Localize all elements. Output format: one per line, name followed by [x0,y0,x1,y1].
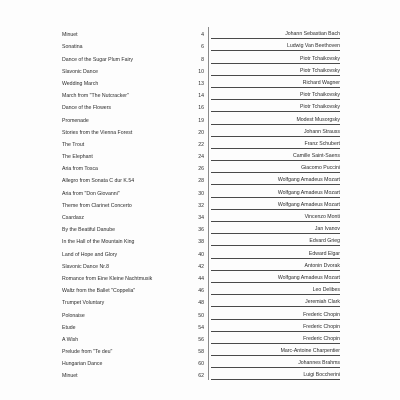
column-divider [208,125,209,137]
piece-title: Aria from Tosca [62,166,98,173]
list-item [62,332,340,344]
piece-title: Etude [62,324,76,331]
page-number: 48 [198,300,204,307]
composer-name: Wolfgang Amadeus Mozart [211,275,340,283]
piece-title: Polonaise [62,312,85,319]
list-item [62,283,340,295]
page-number: 8 [201,56,204,63]
page-number: 4 [201,32,204,39]
list-item [62,210,340,222]
column-divider [208,368,209,380]
column-divider [208,210,209,222]
composer-name: Richard Wagner [211,80,340,88]
piece-title: Prelude from "Te deu" [62,349,113,356]
piece-title: The Trout [62,141,85,148]
list-item [62,259,340,271]
list-item [62,39,340,51]
list-item [62,88,340,100]
page-number: 38 [198,239,204,246]
piece-title: Promenade [62,117,89,124]
composer-name: Piotr Tchaikovsky [211,104,340,112]
piece-title: Sonatina [62,44,83,51]
list-item [62,76,340,88]
composer-name: Edward Elgar [211,251,340,259]
piece-title: Waltz from the Ballet "Coppelia" [62,288,136,295]
piece-title: Hungarian Dance [62,361,103,368]
column-divider [208,271,209,283]
column-divider [208,149,209,161]
page-number: 22 [198,141,204,148]
composer-name: Franz Schubert [211,141,340,149]
column-divider [208,161,209,173]
page-number: 32 [198,202,204,209]
list-item [62,125,340,137]
column-divider [208,39,209,51]
piece-title: Aria from "Don Giovanni" [62,190,120,197]
composer-name: Piotr Tchaikovsky [211,92,340,100]
composer-name: Johann Sebastian Bach [211,31,340,39]
composer-name: Johannes Brahms [211,360,340,368]
page-number: 28 [198,178,204,185]
column-divider [208,76,209,88]
composer-name: Marc-Antoine Charpentier [211,348,340,356]
column-divider [208,27,209,39]
composer-name: Leo Delibes [211,287,340,295]
composer-name: Edvard Grieg [211,238,340,246]
list-item [62,307,340,319]
list-item [62,185,340,197]
piece-title: Dance of the Flowers [62,105,112,112]
composer-name: Luigi Boccherini [211,372,340,380]
column-divider [208,198,209,210]
column-divider [208,344,209,356]
page-number: 54 [198,324,204,331]
column-divider [208,100,209,112]
composer-name: Frederic Chopin [211,324,340,332]
list-item [62,246,340,258]
list-item [62,198,340,210]
list-item [62,222,340,234]
column-divider [208,173,209,185]
composer-name: Modest Musorgsky [211,117,340,125]
column-divider [208,64,209,76]
list-item [62,295,340,307]
page-number: 58 [198,349,204,356]
piece-title: Slavonic Dance Nr.8 [62,263,109,270]
page-number: 56 [198,336,204,343]
piece-title: A Wish [62,336,79,343]
piece-title: Romance from Eine Kleine Nachtmusik [62,275,153,282]
list-item [62,271,340,283]
composer-name: Giacomo Puccini [211,165,340,173]
piece-title: Slavonic Dance [62,68,99,75]
composer-name: Vincenzo Monti [211,214,340,222]
column-divider [208,185,209,197]
column-divider [208,112,209,124]
page-number: 19 [198,117,204,124]
column-divider [208,283,209,295]
column-divider [208,356,209,368]
table-of-contents [62,27,340,380]
list-item [62,173,340,185]
page-number: 20 [198,129,204,136]
list-item [62,112,340,124]
page-number: 26 [198,166,204,173]
composer-name: Piotr Tchaikovsky [211,56,340,64]
column-divider [208,307,209,319]
page-number: 36 [198,227,204,234]
page-number: 6 [201,44,204,51]
page-number: 16 [198,105,204,112]
page-number: 46 [198,288,204,295]
page-number: 40 [198,251,204,258]
column-divider [208,51,209,63]
list-item [62,320,340,332]
page-number: 30 [198,190,204,197]
page-number: 10 [198,68,204,75]
composer-name: Frederic Chopin [211,336,340,344]
list-item [62,368,340,380]
piece-title: Minuet [62,373,78,380]
composer-name: Wolfgang Amadeus Mozart [211,177,340,185]
list-item [62,234,340,246]
page-number: 14 [198,93,204,100]
column-divider [208,320,209,332]
piece-title: Csardasz [62,215,84,221]
piece-title: Land of Hope and Glory [62,251,118,258]
composer-name: Johann Strauss [211,129,340,137]
column-divider [208,234,209,246]
composer-name: Jan Ivanov [211,226,340,234]
page-number: 42 [198,263,204,270]
composer-name: Antonin Dvorak [211,263,340,271]
list-item [62,51,340,63]
piece-title: In the Hall of the Mountain King [62,239,135,246]
piece-title: Trumpet Voluntary [62,300,105,307]
list-item [62,344,340,356]
composer-name: Camille Saint-Saens [211,153,340,161]
page-number: 60 [198,361,204,368]
piece-title: March from "The Nutcracker" [62,93,129,100]
page-number: 44 [198,275,204,282]
list-item [62,137,340,149]
list-item [62,161,340,173]
page-number: 13 [198,80,204,87]
piece-title: Theme from Clarinet Concerto [62,202,132,209]
list-item [62,27,340,39]
column-divider [208,88,209,100]
column-divider [208,222,209,234]
page-number: 24 [198,154,204,161]
page-number: 62 [198,373,204,380]
piece-title: Wedding March [62,80,99,87]
piece-title: Minuet [62,32,78,39]
composer-name: Wolfgang Amadeus Mozart [211,190,340,198]
composer-name: Wolfgang Amadeus Mozart [211,202,340,210]
list-item [62,149,340,161]
list-item [62,356,340,368]
piece-title: Allegro from Sonata C dur K.54 [62,178,135,185]
column-divider [208,332,209,344]
piece-title: Stories from the Vienna Forest [62,129,133,136]
page-number: 50 [198,312,204,319]
composer-name: Ludwig Van Beethoven [211,43,340,51]
piece-title: The Elephant [62,154,93,161]
page-number: 34 [198,215,204,221]
composer-name: Piotr Tchaikovsky [211,68,340,76]
column-divider [208,295,209,307]
composer-name: Frederic Chopin [211,312,340,320]
column-divider [208,137,209,149]
column-divider [208,246,209,258]
piece-title: Dance of the Sugar Plum Fairy [62,56,133,63]
list-item [62,100,340,112]
piece-title: By the Beatiful Danube [62,227,116,234]
column-divider [208,259,209,271]
composer-name: Jeremiah Clark [211,299,340,307]
list-item [62,64,340,76]
